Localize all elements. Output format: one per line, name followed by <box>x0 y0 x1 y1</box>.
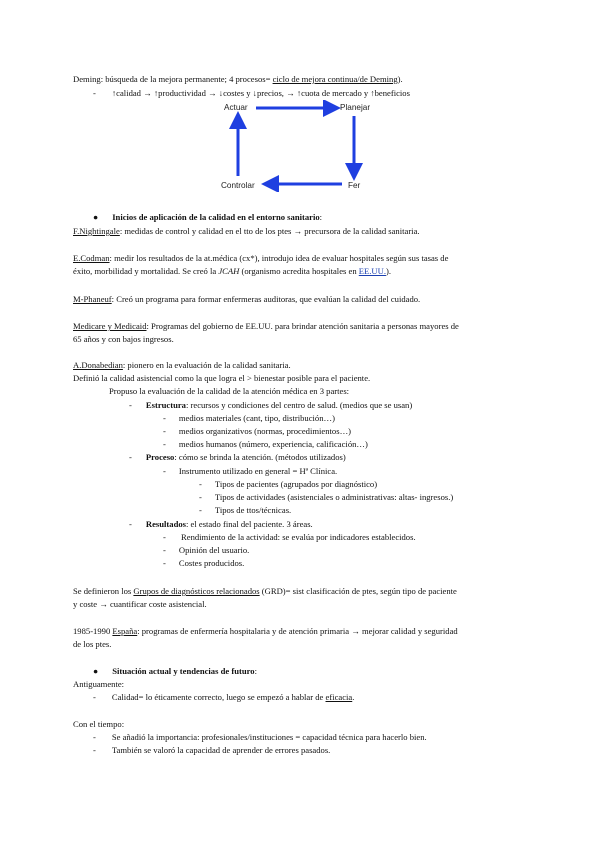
list-dash: - <box>199 505 202 515</box>
espana-label: España <box>112 626 138 636</box>
proceso-item-text: Tipos de actividades (asistenciales o administrativas: altas- ingresos.) <box>214 492 454 502</box>
list-dash: - <box>163 545 166 555</box>
resultados-item <box>163 545 249 556</box>
deming-line <box>73 74 403 85</box>
list-dash: - <box>93 745 96 755</box>
definio-line: Definió la calidad asistencial como la que logra el > bienestar posible para el paciente. <box>73 373 371 383</box>
nightingale-label: F.Nightingale <box>73 226 120 236</box>
deming-text: : búsqueda de la mejora permanente; 4 procesos= <box>100 74 273 84</box>
phaneuf-label: M-Phaneuf <box>73 294 112 304</box>
bullet-dot: ● <box>93 666 99 676</box>
resultados-item <box>163 558 244 569</box>
grd-text-1b: (GRD)= sist clasificación de ptes, según tipo de paciente <box>259 586 457 596</box>
con-el-tiempo-line: Con el tiempo: <box>73 719 125 729</box>
instrumento-text: Instrumento utilizado en general = Hª Clínica. <box>178 466 338 476</box>
estructura-item <box>163 426 351 437</box>
list-dash: - <box>199 479 202 489</box>
medicare-text-1: : Programas del gobierno de EE.UU. para brindar atención sanitaria a personas mayores de <box>146 321 459 331</box>
list-dash: - <box>129 452 132 462</box>
cycle-label-actuar: Actuar <box>224 103 248 112</box>
bullet-dot: ● <box>93 212 99 222</box>
proceso-text: : cómo se brinda la atención. (métodos utilizados) <box>174 452 346 462</box>
codman-line-1 <box>73 253 448 264</box>
codman-text-1: : medir los resultados de la at.médica (cx*), introdujo idea de evaluar hospitales según sus tasas de <box>109 253 449 263</box>
cycle-label-planear: Planejar <box>340 103 371 112</box>
inicios-heading-line <box>93 212 322 223</box>
list-dash: - <box>129 519 132 529</box>
tiempo-item <box>93 745 330 756</box>
resultados-text: : el estado final del paciente. 3 áreas. <box>186 519 313 529</box>
resultados-item <box>163 532 416 543</box>
proceso-item <box>199 492 453 503</box>
proceso-item-text: Tipos de ttos/técnicas. <box>214 505 292 515</box>
list-dash: - <box>129 400 132 410</box>
list-dash: - <box>199 492 202 502</box>
list-dash: - <box>93 88 96 98</box>
codman-text-2b: (organismo acredita hospitales en <box>239 266 359 276</box>
phaneuf-text: : Creó un programa para formar enfermeras auditoras, que evalúan la calidad del cuidado. <box>111 294 421 304</box>
list-dash: - <box>163 439 166 449</box>
resultados-item-text: Rendimiento de la actividad: se evalúa por indicadores establecidos. <box>178 532 416 542</box>
pdca-cycle-diagram <box>220 100 380 192</box>
cycle-label-fer: Fer <box>348 181 361 190</box>
deming-cycle-term: ciclo de mejora continua/de Deming <box>272 74 398 84</box>
proceso-item <box>199 479 377 490</box>
propuso-line: Propuso la evaluación de la calidad de la atención médica en 3 partes: <box>109 386 350 396</box>
cycle-label-controlar: Controlar <box>221 181 255 190</box>
list-dash: - <box>163 413 166 423</box>
medicare-line-2: 65 años y con bajos ingresos. <box>73 334 174 344</box>
instrumento-line <box>163 466 337 477</box>
list-dash: - <box>93 692 96 702</box>
deming-benefits-line <box>93 88 410 99</box>
antiguamente-line: Antiguamente: <box>73 679 125 689</box>
codman-text-2a: éxito, morbilidad y mortalidad. Se creó la <box>73 266 219 276</box>
deming-label: Deming <box>73 74 101 84</box>
grd-text-1a: Se definieron los <box>73 586 134 596</box>
calidad-end: . <box>352 692 355 702</box>
section-heading-situacion: Situación actual y tendencias de futuro <box>112 666 255 676</box>
medicare-line-1 <box>73 321 459 332</box>
estructura-item-text: medios organizativos (normas, procedimientos…) <box>178 426 352 436</box>
estructura-label: Estructura <box>145 400 186 410</box>
situacion-heading-line <box>93 666 257 677</box>
codman-label: E.Codman <box>73 253 110 263</box>
codman-line-2 <box>73 266 391 277</box>
list-dash: - <box>163 466 166 476</box>
list-dash: - <box>163 532 166 542</box>
link-eeuu[interactable]: EE.UU. <box>358 266 386 276</box>
medicare-label: Medicare y Medicaid <box>73 321 147 331</box>
espana-line-2: de los ptes. <box>73 639 112 649</box>
estructura-line <box>129 400 412 411</box>
estructura-item <box>163 439 368 450</box>
eficacia-term: eficacia <box>325 692 353 702</box>
espana-line-1 <box>73 626 458 637</box>
resultados-line <box>129 519 313 530</box>
resultados-item-text: Costes producidos. <box>178 558 245 568</box>
resultados-label: Resultados <box>145 519 186 529</box>
heading-colon: : <box>319 212 323 222</box>
phaneuf-line <box>73 294 420 305</box>
donabedian-line <box>73 360 291 371</box>
deming-benefits-text: ↑calidad → ↑productividad → ↓costes y ↓precios, → ↑cuota de mercado y ↑beneficios <box>111 88 410 98</box>
grd-term: Grupos de diagnósticos relacionados <box>133 586 260 596</box>
nightingale-line <box>73 226 420 237</box>
list-dash: - <box>163 426 166 436</box>
list-dash: - <box>93 732 96 742</box>
proceso-item-text: Tipos de pacientes (agrupados por diagnóstico) <box>214 479 378 489</box>
grd-line-1 <box>73 586 457 597</box>
nightingale-text: : medidas de control y calidad en el tto de los ptes → precursora de la calidad sanitaria. <box>119 226 420 236</box>
codman-jcah: JCAH <box>218 266 240 276</box>
cycle-arrows <box>220 100 380 192</box>
deming-end: ). <box>397 74 403 84</box>
tiempo-item <box>93 732 427 743</box>
donabedian-text: : pionero en la evaluación de la calidad sanitaria. <box>122 360 291 370</box>
estructura-text: : recursos y condiciones del centro de salud. (medios que se usan) <box>185 400 413 410</box>
codman-end: ). <box>385 266 391 276</box>
proceso-label: Proceso <box>145 452 175 462</box>
tiempo-item-text: Se añadió la importancia: profesionales/instituciones = capacidad técnica para hacerlo bien. <box>111 732 427 742</box>
espana-years: 1985-1990 <box>73 626 113 636</box>
list-dash: - <box>163 558 166 568</box>
proceso-line <box>129 452 346 463</box>
calidad-line <box>93 692 354 703</box>
grd-line-2: y coste → cuantificar coste asistencial. <box>73 599 207 609</box>
tiempo-item-text: También se valoró la capacidad de aprender de errores pasados. <box>111 745 331 755</box>
heading-colon: : <box>254 666 257 676</box>
section-heading-inicios: Inicios de aplicación de la calidad en el entorno sanitario <box>112 212 320 222</box>
donabedian-label: A.Donabedian <box>73 360 123 370</box>
estructura-item-text: medios materiales (cant, tipo, distribución…) <box>178 413 335 423</box>
estructura-item-text: medios humanos (número, experiencia, calificación…) <box>178 439 368 449</box>
resultados-item-text: Opinión del usuario. <box>178 545 250 555</box>
espana-text-1: : programas de enfermería hospitalaria y de atención primaria → mejorar calidad y seguridad <box>137 626 458 636</box>
estructura-item <box>163 413 335 424</box>
proceso-item <box>199 505 291 516</box>
calidad-text: Calidad= lo éticamente correcto, luego se empezó a hablar de <box>111 692 326 702</box>
